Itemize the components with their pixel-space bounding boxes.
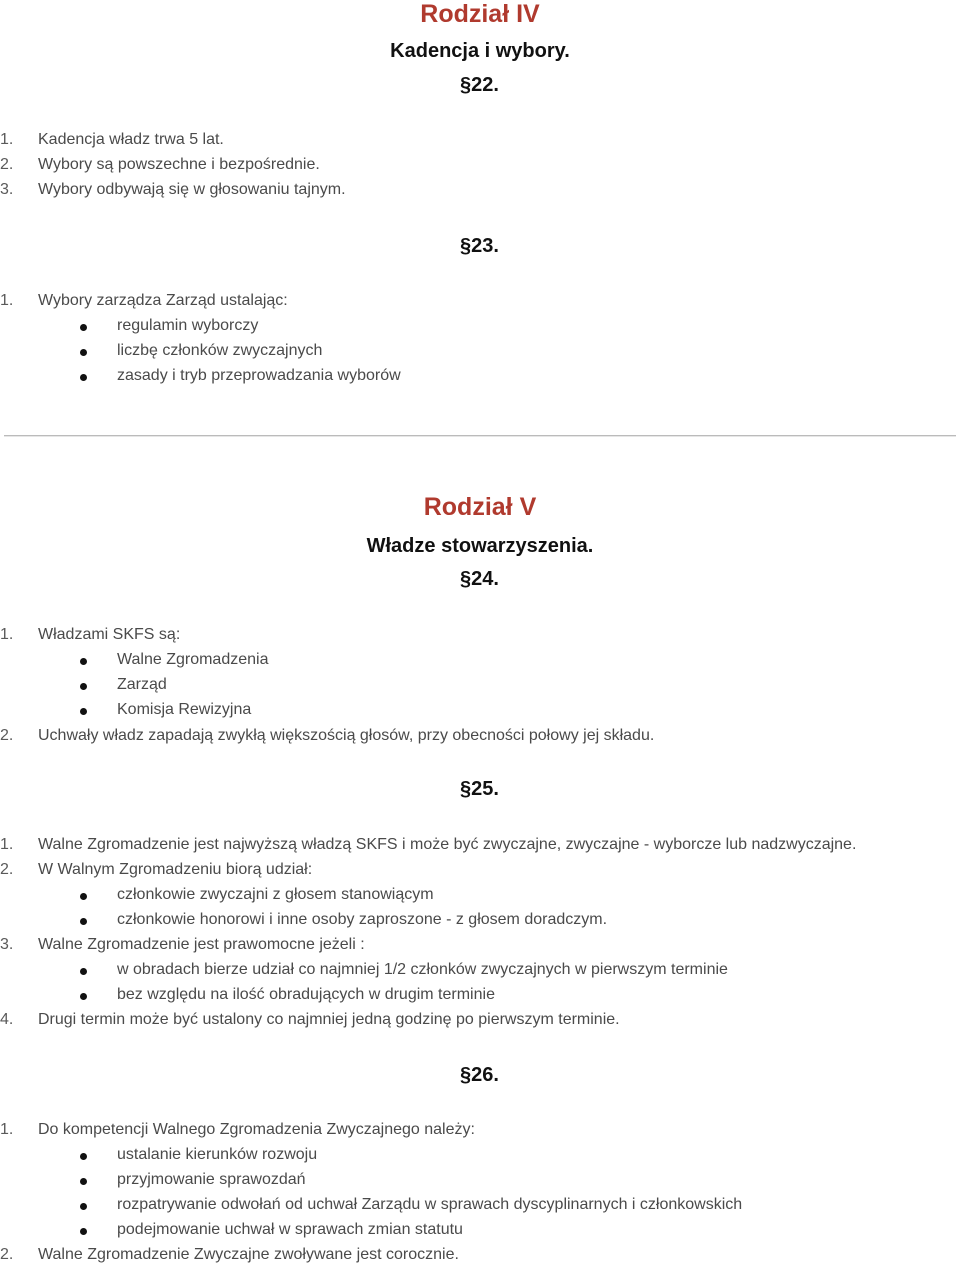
list-text: Władzami SKFS są: xyxy=(38,626,181,643)
bullet-item xyxy=(0,701,958,723)
bullet-text: rozpatrywanie odwołań od uchwał Zarządu w sprawach dyscyplinarnych i członkowskich xyxy=(117,1196,743,1213)
list-number: 2. xyxy=(0,156,14,173)
paragraph-heading-22: §22. xyxy=(460,74,499,96)
bullet-text: regulamin wyborczy xyxy=(117,317,259,334)
list-item xyxy=(0,292,958,314)
list-text: Wybory są powszechne i bezpośrednie. xyxy=(38,156,320,173)
list-item xyxy=(0,1011,958,1033)
bullet-icon xyxy=(80,968,87,975)
bullet-text: członkowie zwyczajni z głosem stanowiącym xyxy=(117,886,434,903)
bullet-icon xyxy=(80,349,87,356)
chapter-title: Rodział IV xyxy=(420,0,540,28)
bullet-text: ustalanie kierunków rozwoju xyxy=(117,1146,318,1163)
bullet-icon xyxy=(80,993,87,1000)
bullet-item xyxy=(0,676,958,698)
list-number: 2. xyxy=(0,861,14,878)
list-number: 1. xyxy=(0,131,14,148)
chapter-subtitle: Władze stowarzyszenia. xyxy=(366,535,594,557)
list-item xyxy=(0,936,958,958)
bullet-item xyxy=(0,317,958,339)
bullet-item xyxy=(0,961,958,983)
bullet-item xyxy=(0,1221,958,1243)
list-text: Wybory odbywają się w głosowaniu tajnym. xyxy=(38,181,346,198)
paragraph-heading-26: §26. xyxy=(460,1064,499,1086)
bullet-item xyxy=(0,911,958,933)
bullet-icon xyxy=(80,708,87,715)
list-item xyxy=(0,727,958,749)
bullet-item xyxy=(0,1171,958,1193)
paragraph-heading-25: §25. xyxy=(460,778,499,800)
bullet-item xyxy=(0,367,958,389)
bullet-text: liczbę członków zwyczajnych xyxy=(117,342,323,359)
list-number: 1. xyxy=(0,1121,14,1138)
bullet-icon xyxy=(80,374,87,381)
paragraph-heading-23: §23. xyxy=(460,235,499,257)
list-number: 3. xyxy=(0,181,14,198)
list-text: W Walnym Zgromadzeniu biorą udział: xyxy=(38,861,313,878)
bullet-icon xyxy=(80,324,87,331)
bullet-item xyxy=(0,1146,958,1168)
bullet-icon xyxy=(80,1203,87,1210)
list-text: Uchwały władz zapadają zwykłą większością głosów, przy obecności połowy jej składu. xyxy=(38,727,655,744)
bullet-text: Zarząd xyxy=(117,676,167,693)
list-item xyxy=(0,131,958,153)
list-item xyxy=(0,181,958,203)
list-number: 3. xyxy=(0,936,14,953)
list-text: Walne Zgromadzenie jest prawomocne jeżeli : xyxy=(38,936,365,953)
bullet-icon xyxy=(80,1153,87,1160)
bullet-text: zasady i tryb przeprowadzania wyborów xyxy=(117,367,401,384)
list-text: Walne Zgromadzenie Zwyczajne zwoływane jest corocznie. xyxy=(38,1246,459,1263)
bullet-icon xyxy=(80,1228,87,1235)
list-number: 1. xyxy=(0,836,14,853)
list-item xyxy=(0,1121,958,1143)
chapter-title: Rodział V xyxy=(423,493,537,521)
bullet-text: członkowie honorowi i inne osoby zaproszone - z głosem doradczym. xyxy=(117,911,608,928)
bullet-item xyxy=(0,651,958,673)
list-text: Do kompetencji Walnego Zgromadzenia Zwyczajnego należy: xyxy=(38,1121,475,1138)
bullet-text: przyjmowanie sprawozdań xyxy=(117,1171,306,1188)
bullet-text: w obradach bierze udział co najmniej 1/2 członków zwyczajnych w pierwszym terminie xyxy=(117,961,728,978)
section-divider xyxy=(4,435,956,437)
list-item xyxy=(0,626,958,648)
bullet-text: podejmowanie uchwał w sprawach zmian statutu xyxy=(117,1221,463,1238)
bullet-item xyxy=(0,986,958,1008)
list-number: 1. xyxy=(0,626,14,643)
list-number: 4. xyxy=(0,1011,14,1028)
chapter-subtitle: Kadencja i wybory. xyxy=(390,40,570,62)
list-number: 2. xyxy=(0,727,14,744)
bullet-icon xyxy=(80,658,87,665)
list-item xyxy=(0,156,958,178)
list-number: 1. xyxy=(0,292,14,309)
bullet-icon xyxy=(80,683,87,690)
bullet-item xyxy=(0,886,958,908)
list-number: 2. xyxy=(0,1246,14,1263)
list-item xyxy=(0,836,958,858)
bullet-icon xyxy=(80,1178,87,1185)
paragraph-heading-24: §24. xyxy=(460,568,499,590)
bullet-text: bez względu na ilość obradujących w drugim terminie xyxy=(117,986,495,1003)
list-text: Drugi termin może być ustalony co najmniej jedną godzinę po pierwszym terminie. xyxy=(38,1011,620,1028)
list-item xyxy=(0,861,958,883)
bullet-text: Komisja Rewizyjna xyxy=(117,701,252,718)
list-text: Kadencja władz trwa 5 lat. xyxy=(38,131,224,148)
bullet-icon xyxy=(80,893,87,900)
bullet-item xyxy=(0,1196,958,1218)
bullet-text: Walne Zgromadzenia xyxy=(117,651,269,668)
list-item xyxy=(0,1246,958,1268)
list-text: Wybory zarządza Zarząd ustalając: xyxy=(38,292,288,309)
list-text: Walne Zgromadzenie jest najwyższą władzą SKFS i może być zwyczajne, zwyczajne - wyborcze lub nadzwyczajne. xyxy=(38,836,857,853)
bullet-icon xyxy=(80,918,87,925)
bullet-item xyxy=(0,342,958,364)
